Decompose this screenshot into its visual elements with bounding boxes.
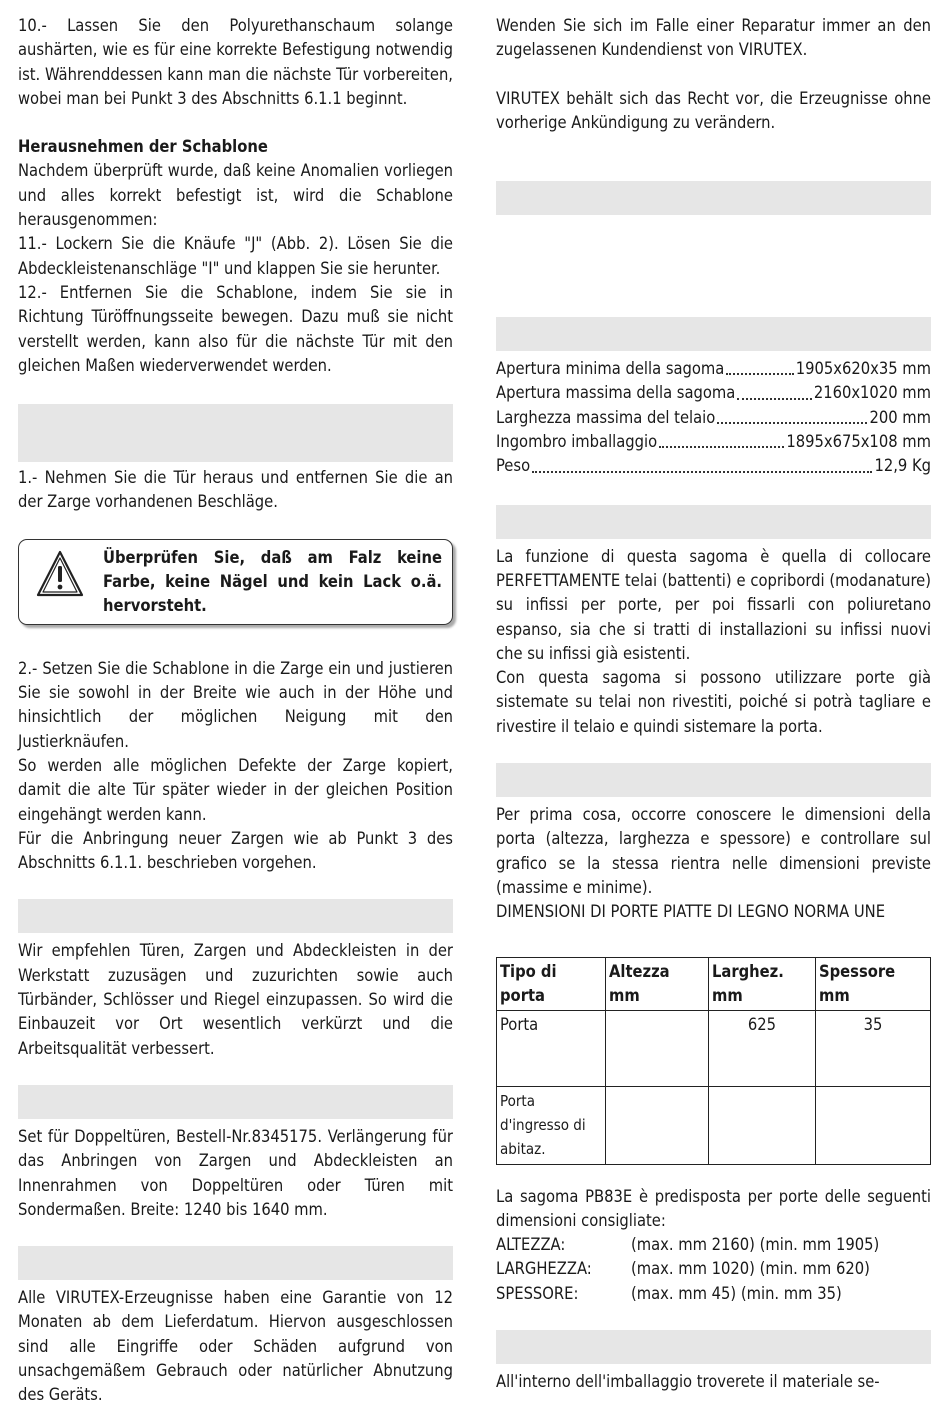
section-header-bar — [18, 1246, 453, 1280]
left-column — [18, 14, 453, 1408]
section-header-bar — [496, 317, 931, 351]
table-cell: Porta — [497, 1010, 606, 1086]
col-thickness: Spessore mm — [816, 957, 931, 1010]
table-cell — [606, 1086, 709, 1164]
dimension-row: SPESSORE: (max. mm 45) (min. mm 35) — [496, 1283, 842, 1303]
warning-box — [18, 539, 453, 625]
warning-text: Überprüfen Sie, daß am Falz keine Farbe, keine Nägel und kein Lack o.ä. hervorsteht. — [103, 547, 442, 616]
section-header-bar — [18, 404, 453, 462]
spec-row: Ingombro imballaggio 1895x675x108 mm — [496, 432, 931, 452]
warranty-text: Alle VIRUTEX-Erzeugnisse haben eine Garantie von 12 Monaten ab dem Lieferdatum. Hiervon ausgeschlossen sind alle Eingriffe oder Schäden aufgrund von unsachgemäßem Gebrauch oder natürlicher Abnutzung des Geräts. — [18, 1288, 453, 1405]
table-cell — [816, 1086, 931, 1164]
table-cell: 625 — [709, 1010, 816, 1086]
workshop-recommendation: Wir empfehlen Türen, Zargen und Abdeckleisten in der Werkstatt zuzusägen und zuzurichten sowie auch Türbänder, Schlösser und Riegel einzupassen. So wird die Einbauzeit vor Ort wesentlich verkürzt und die Arbeitsqualität verbessert. — [18, 941, 453, 1058]
rights-text: VIRUTEX behält sich das Recht vor, die Erzeugnisse ohne vorherige Ankündigung zu verändern. — [496, 88, 931, 132]
col-width: Larghez. mm — [709, 957, 816, 1010]
col-height: Altezza mm — [606, 957, 709, 1010]
section-header-bar — [18, 1085, 453, 1119]
dimension-row: LARGHEZZA: (max. mm 1020) (min. mm 620) — [496, 1259, 870, 1279]
removal-intro: Nachdem überprüft wurde, daß keine Anomalien vorliegen und alles korrekt befestigt ist, wird die Schablone herausgenommen: — [18, 161, 453, 230]
function-text-2: Con questa sagoma si possono utilizzare porte già sistemate su telai non rivestiti, poiché si potrà tagliare e rivestire il telaio e quindi sistemare la porta. — [496, 668, 931, 736]
table-header-row — [497, 957, 931, 1010]
spec-row: Peso 12,9 Kg — [496, 456, 931, 476]
col-door-type: Tipo di porta — [497, 957, 606, 1010]
table-row — [497, 1086, 931, 1164]
dimensions-title: DIMENSIONI DI PORTE PIATTE DI LEGNO NORMA UNE — [496, 902, 886, 922]
recommended-text: La sagoma PB83E è predisposta per porte delle seguenti dimensioni consigliate: — [496, 1186, 931, 1230]
spec-row: Larghezza massima del telaio 200 mm — [496, 407, 931, 427]
accessory-text: Set für Doppeltüren, Bestell-Nr.8345175. Verlängerung für das Anbringen von Zargen und Abdeckleisten an Innenrahmen von Doppeltüren oder Türen mit Sondermaßen. Breite: 1240 bis 1640 mm. — [18, 1126, 453, 1219]
step-2: 2.- Setzen Sie die Schablone in die Zarge ein und justieren Sie sie sowohl in der Breite wie auch in der Höhe und hinsichtlich der möglichen Neigung mit den Justierknäufen. — [18, 658, 453, 751]
section-header-bar — [18, 899, 453, 933]
spec-row: Apertura minima della sagoma 1905x620x35 mm — [496, 359, 931, 379]
warning-icon — [35, 549, 85, 599]
recommended-dimensions — [496, 1233, 931, 1306]
function-text: La funzione di questa sagoma è quella di collocare PERFETTAMENTE telai (battenti) e copribordi (modanature) su infissi per porte, per poi fissarli con poliuretano espanso, sia che si tratti di installazioni su infissi nuovi che su infissi già esistenti. — [496, 546, 931, 663]
section-header-bar — [496, 1330, 931, 1364]
door-dimensions-table — [496, 957, 931, 1165]
repair-text: Wenden Sie sich im Falle einer Reparatur immer an den zugelassenen Kundendienst von VIRUTEX. — [496, 16, 931, 60]
dimension-row: ALTEZZA: (max. mm 2160) (min. mm 1905) — [496, 1235, 880, 1255]
step-11: 11.- Lockern Sie die Knäufe "J" (Abb. 2). Lösen Sie die Abdeckleistenanschläge "I" und klappen Sie sie herunter. — [18, 234, 453, 278]
section-header-bar — [496, 181, 931, 215]
table-row — [497, 1010, 931, 1086]
step-2-defects: So werden alle möglichen Defekte der Zarge kopiert, damit die alte Tür später wieder in der gleichen Position eingehängt werden kann. — [18, 755, 453, 824]
section-header-bar — [496, 763, 931, 797]
first-step-text: Per prima cosa, occorre conoscere le dimensioni della porta (altezza, larghezza e spessore) e controllare sul grafico se la stessa rientra nelle dimensioni previste (massime e minime). — [496, 805, 931, 897]
spec-row: Apertura massima della sagoma 2160x1020 mm — [496, 383, 931, 403]
table-cell: Porta d'ingresso di abitaz. — [497, 1086, 606, 1164]
step-2-new-frames: Für die Anbringung neuer Zargen wie ab Punkt 3 des Abschnitts 6.1.1. beschrieben vorgehen. — [18, 828, 453, 873]
removal-heading: Herausnehmen der Schablone — [18, 137, 268, 157]
step-10: 10.- Lassen Sie den Polyurethanschaum solange aushärten, wie es für eine korrekte Befestigung notwendig ist. Währenddessen kann man die nächste Tür vorbereiten, wobei man bei Punkt 3 des Abschnitts 6.1.1 beginnt. — [18, 16, 453, 108]
specs-list — [496, 357, 931, 478]
section-header-bar — [496, 505, 931, 539]
right-column — [496, 14, 931, 1394]
packaging-text: All'interno dell'imballaggio troverete il materiale se- — [496, 1372, 880, 1392]
table-cell — [709, 1086, 816, 1164]
table-cell: 35 — [816, 1010, 931, 1086]
table-cell — [606, 1010, 709, 1086]
step-12: 12.- Entfernen Sie die Schablone, indem Sie sie in Richtung Türöffnungsseite bewegen. Dazu muß sie nicht verstellt werden, kann also für die nächste Tür mit den gleichen Maßen wiederverwendet werden. — [18, 282, 453, 375]
step-1: 1.- Nehmen Sie die Tür heraus und entfernen Sie die an der Zarge vorhandenen Beschläge. — [18, 468, 453, 512]
